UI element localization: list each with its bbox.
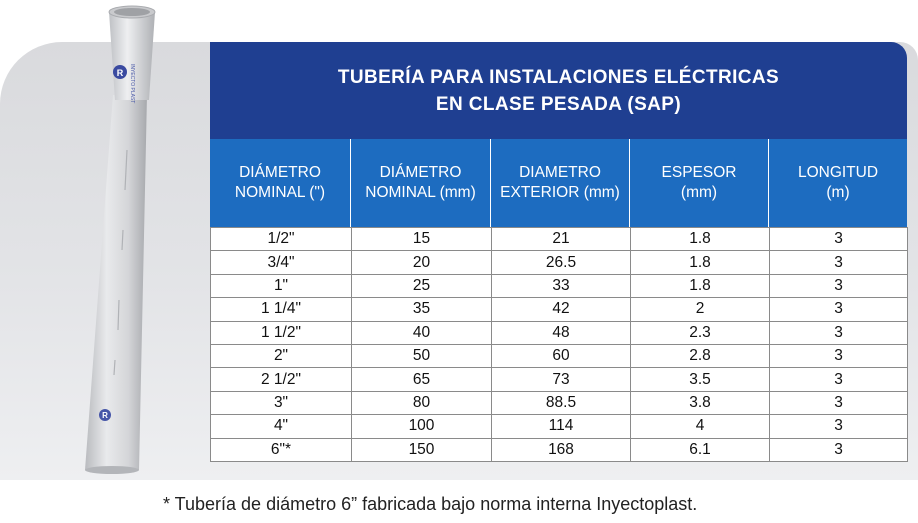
cell-espesor: 2	[631, 298, 770, 321]
cell-espesor: 2.8	[631, 344, 770, 367]
pipe-illustration-icon	[35, 0, 185, 480]
cell-longitud: 3	[770, 415, 908, 438]
cell-longitud: 3	[770, 391, 908, 414]
cell-diametro-nominal-mm: 80	[352, 391, 492, 414]
cell-longitud: 3	[770, 251, 908, 274]
cell-longitud: 3	[770, 368, 908, 391]
table-title-line1: TUBERÍA PARA INSTALACIONES ELÉCTRICAS	[337, 66, 780, 88]
cell-diametro-exterior: 33	[492, 274, 631, 297]
cell-espesor: 6.1	[631, 438, 770, 461]
cell-diametro-nominal-in: 1 1/2"	[211, 321, 352, 344]
cell-diametro-nominal-mm: 150	[352, 438, 492, 461]
cell-longitud: 3	[770, 344, 908, 367]
cell-longitud: 3	[770, 298, 908, 321]
cell-diametro-exterior: 26.5	[492, 251, 631, 274]
column-header-diametro-nominal-in: DIÁMETRO NOMINAL (")	[210, 139, 351, 227]
cell-diametro-nominal-mm: 40	[352, 321, 492, 344]
cell-espesor: 2.3	[631, 321, 770, 344]
table-title-banner	[210, 42, 907, 139]
pipe-svg	[35, 0, 185, 480]
logo-letter: R	[116, 68, 124, 78]
cell-diametro-nominal-mm: 65	[352, 368, 492, 391]
cell-diametro-nominal-mm: 15	[352, 228, 492, 251]
table-row	[211, 274, 908, 297]
cell-diametro-nominal-mm: 100	[352, 415, 492, 438]
cell-diametro-exterior: 168	[492, 438, 631, 461]
column-header-diametro-nominal-mm: DIÁMETRO NOMINAL (mm)	[351, 139, 491, 227]
cell-longitud: 3	[770, 438, 908, 461]
cell-diametro-nominal-mm: 35	[352, 298, 492, 321]
cell-diametro-exterior: 21	[492, 228, 631, 251]
cell-diametro-exterior: 88.5	[492, 391, 631, 414]
cell-espesor: 1.8	[631, 274, 770, 297]
cell-diametro-nominal-mm: 25	[352, 274, 492, 297]
cell-diametro-nominal-mm: 50	[352, 344, 492, 367]
cell-espesor: 3.5	[631, 368, 770, 391]
cell-diametro-nominal-in: 2"	[211, 344, 352, 367]
cell-espesor: 1.8	[631, 228, 770, 251]
logo-letter-lower: R	[102, 411, 108, 420]
cell-longitud: 3	[770, 321, 908, 344]
table-row	[211, 321, 908, 344]
cell-diametro-nominal-in: 4"	[211, 415, 352, 438]
cell-diametro-exterior: 114	[492, 415, 631, 438]
pipe-body	[85, 95, 147, 470]
cell-diametro-nominal-mm: 20	[352, 251, 492, 274]
cell-diametro-nominal-in: 1 1/4"	[211, 298, 352, 321]
column-header-diametro-exterior: DIAMETRO EXTERIOR (mm)	[491, 139, 630, 227]
cell-diametro-nominal-in: 2 1/2"	[211, 368, 352, 391]
pipe-end	[85, 466, 139, 474]
table-row	[211, 298, 908, 321]
specs-table	[210, 227, 908, 462]
table-row	[211, 368, 908, 391]
table-row	[211, 344, 908, 367]
footnote: * Tubería de diámetro 6” fabricada bajo norma interna Inyectoplast.	[163, 494, 698, 514]
cell-diametro-nominal-in: 1"	[211, 274, 352, 297]
table-row	[211, 391, 908, 414]
table-row	[211, 438, 908, 461]
column-header-longitud: LONGITUD (m)	[797, 164, 879, 201]
cell-diametro-nominal-in: 1/2"	[211, 228, 352, 251]
pipe-logo-text: INYECTO PLAST	[129, 64, 135, 104]
table-row	[211, 251, 908, 274]
table-title-line2: EN CLASE PESADA (SAP)	[435, 93, 682, 115]
cell-diametro-nominal-in: 3/4"	[211, 251, 352, 274]
column-header-espesor: ESPESOR (mm)	[630, 139, 769, 227]
column-header-row	[210, 139, 907, 227]
cell-diametro-exterior: 42	[492, 298, 631, 321]
cell-diametro-exterior: 48	[492, 321, 631, 344]
cell-diametro-exterior: 60	[492, 344, 631, 367]
table-row	[211, 228, 908, 251]
cell-espesor: 3.8	[631, 391, 770, 414]
cell-diametro-exterior: 73	[492, 368, 631, 391]
cell-espesor: 4	[631, 415, 770, 438]
table-row	[211, 415, 908, 438]
cell-diametro-nominal-in: 6"*	[211, 438, 352, 461]
cell-diametro-nominal-in: 3"	[211, 391, 352, 414]
pipe-opening-inner	[114, 8, 150, 16]
cell-espesor: 1.8	[631, 251, 770, 274]
cell-longitud: 3	[770, 228, 908, 251]
cell-longitud: 3	[770, 274, 908, 297]
